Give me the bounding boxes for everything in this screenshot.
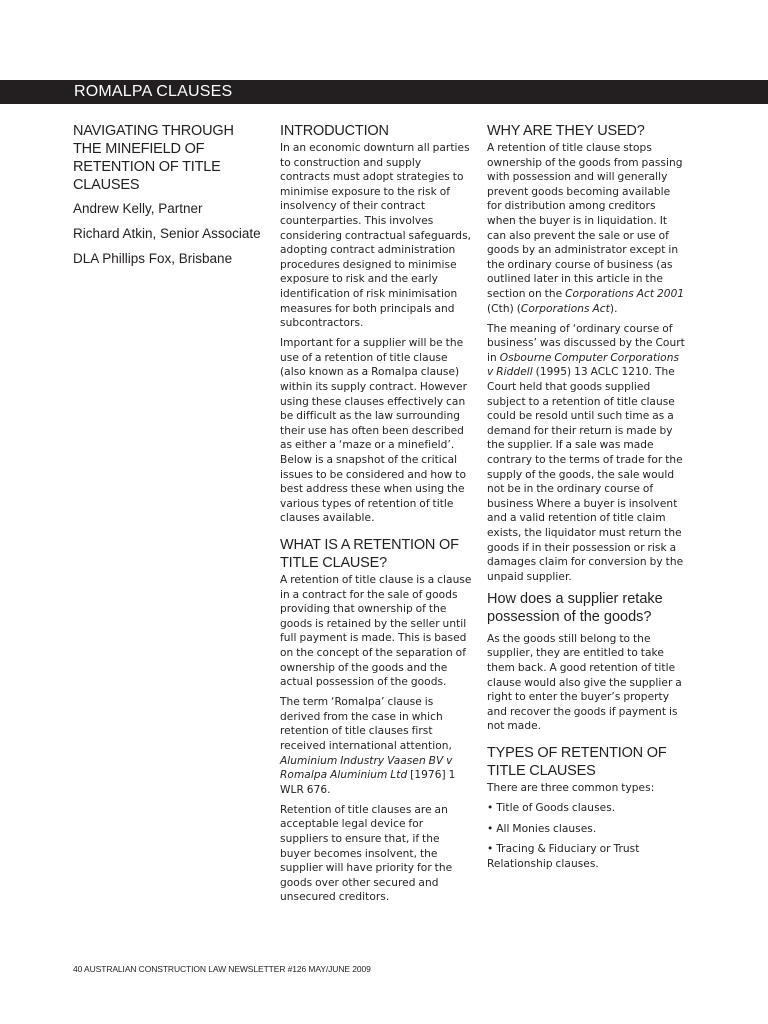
types-intro: There are three common types: [487, 781, 655, 794]
column-right [487, 122, 687, 877]
retake-paragraph: As the goods still belong to the supplier, they are entitled to take them back. A good retention of title clause would also give the supplier a right to enter the buyer’s property and recover the goods if payment is not made. [487, 632, 682, 733]
heading-types: TYPES OF RETENTION OF TITLE CLAUSES [487, 744, 667, 779]
author-2: Richard Atkin, Senior Associate [73, 226, 261, 241]
column-title-block [73, 122, 263, 275]
heading-retake-possession: How does a supplier retake possession of the goods? [487, 590, 663, 625]
why-p1-text-b: (Cth) ( [487, 302, 521, 315]
author-firm: DLA Phillips Fox, Brisbane [73, 251, 233, 266]
list-item: • Title of Goods clauses. [487, 802, 616, 815]
heading-what-is-rot: WHAT IS A RETENTION OF TITLE CLAUSE? [280, 536, 459, 571]
list-item: • Tracing & Fiduciary or Trust Relationship clauses. [487, 843, 640, 870]
heading-why-used: WHY ARE THEY USED? [487, 123, 645, 139]
why-p2-text-a: The meaning of ‘ordinary course of business’ was discussed by the Court in [487, 322, 685, 364]
column-middle [280, 122, 472, 911]
act-name: Corporations Act 2001 [565, 287, 685, 300]
intro-paragraph-2: Important for a supplier will be the use of a retention of title clause (also known as a Romalpa clause) within its supply contract. However using these clauses effectively can be difficult as the law surrounding their use has often been described as either a ‘maze or a minefield’. Below is a snapshot of the critical issues to be considered and how to best address these when using the various types of retention of title clauses available. [280, 337, 468, 525]
why-p2-text-b: (1995) 13 ACLC 1210. The Court held that goods supplied subject to a retention of title clause could be resold until such time as a demand for their return is made by the supplier. If a sale was made contrary to the terms of trade for the supply of the goods, the sale would not be in the ordinary course of business Where a buyer is insolvent and a valid retention of title claim exists, the liquidator must return the goods if in their possession or risk a damages claim for conversion by the unpaid supplier. [487, 366, 684, 583]
what-paragraph-2 [280, 695, 472, 797]
list-item: • All Monies clauses. [487, 822, 597, 835]
section-title: ROMALPA CLAUSES [74, 83, 233, 100]
what-p2-text-b: [1976] 1 WLR 676. [280, 769, 456, 796]
case-name-osbourne: Osbourne Computer Corporations v Riddell [487, 351, 680, 379]
why-p1-text-a: A retention of title clause stops ownership of the goods from passing with possession and will generally prevent goods becoming available for distribution among creditors when the buyer is in liquidation. It can also prevent the sale or use of goods by an administrator except in the ordinary course of business (as outlined later in this article in the section on the [487, 142, 683, 300]
why-paragraph-2 [487, 322, 687, 585]
why-p1-text-c: ). [609, 302, 618, 315]
intro-paragraph-1: In an economic downturn all parties to construction and supply contracts must adopt strategies to minimise exposure to the risk of insolvency of their contract counterparties. This involves considering contractual safeguards, adopting contract administration procedures designed to minimise exposure to risk and the early identification of risk minimisation measures for both principals and subcontractors. [280, 142, 472, 330]
case-name-romalpa: Aluminium Industry Vaasen BV v Romalpa Aluminium Ltd [280, 754, 453, 782]
what-p2-text-a: The term ‘Romalpa’ clause is derived from the case in which retention of title clauses first received international attention, [280, 696, 452, 752]
why-paragraph-1 [487, 141, 687, 316]
author-1: Andrew Kelly, Partner [73, 201, 203, 216]
act-short-name: Corporations Act [520, 302, 610, 315]
what-paragraph-1: A retention of title clause is a clause in a contract for the sale of goods providing that ownership of the goods is retained by the seller until full payment is made. This is based on the concept of the separation of ownership of the goods and the actual possession of the goods. [280, 573, 472, 689]
page-footer: 40 AUSTRALIAN CONSTRUCTION LAW NEWSLETTER #126 MAY/JUNE 2009 [73, 964, 371, 974]
article-title: NAVIGATING THROUGH THE MINEFIELD OF RETENTION OF TITLE CLAUSES [73, 123, 234, 193]
heading-introduction: INTRODUCTION [280, 123, 389, 139]
section-banner [0, 80, 768, 104]
what-paragraph-3: Retention of title clauses are an acceptable legal device for suppliers to ensure that, if the buyer becomes insolvent, the supplier will have priority for the goods over other secured and unsecured creditors. [280, 803, 453, 904]
